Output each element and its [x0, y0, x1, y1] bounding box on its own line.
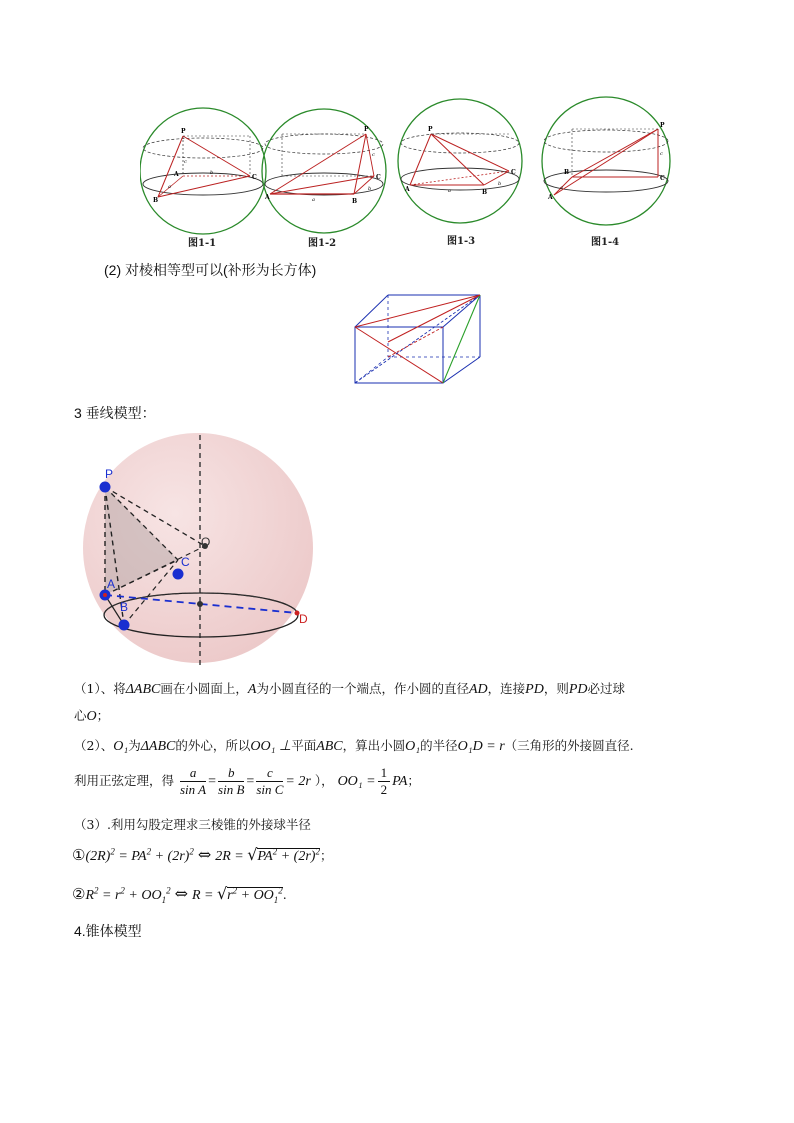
- svg-text:b: b: [498, 181, 502, 187]
- svg-text:A: A: [265, 194, 270, 201]
- fraction-a-sinA: $\frac{a}{\text{sin A}}$: [180, 765, 207, 797]
- fraction-half: $\frac{1}{2}$: [378, 765, 391, 798]
- svg-text:C: C: [660, 175, 665, 182]
- svg-text:b: b: [210, 170, 214, 176]
- svg-text:c: c: [184, 159, 187, 165]
- svg-text:C: C: [511, 169, 516, 176]
- svg-text:A: A: [405, 186, 410, 193]
- paragraph-3: （3）.利用勾股定理求三棱锥的外接球半径: [74, 817, 311, 832]
- svg-text:B: B: [564, 169, 570, 176]
- paragraph-1-line1: （1）、将ΔABC画在小圆面上，A为小圆直径的一个端点，作小圆的直径AD，连接PD，则PD必过球: [74, 681, 626, 697]
- label-C: C: [181, 555, 190, 569]
- svg-text:P: P: [428, 126, 433, 133]
- svg-text:P: P: [364, 126, 369, 133]
- label-O: O: [201, 535, 211, 549]
- svg-text:C: C: [252, 174, 257, 181]
- svg-text:P: P: [181, 128, 186, 135]
- point-P: [100, 482, 111, 493]
- section3-title: 3 垂线模型：: [74, 405, 156, 421]
- svg-text:A: A: [548, 194, 553, 201]
- paragraph-2-line1: （2）、O₁为ΔABC的外心，所以OO₁ ⊥平面ABC，算出小圆O₁的半径O₁D = r（三角形的外接圆直径.: [74, 738, 634, 754]
- svg-text:c: c: [372, 152, 375, 158]
- figure-caption-1-3: 图1-3: [447, 236, 476, 247]
- svg-text:B: B: [482, 189, 488, 196]
- svg-text:C: C: [376, 174, 381, 181]
- figure-caption-1-4: 图1-4: [591, 237, 620, 248]
- svg-text:b: b: [368, 186, 372, 192]
- figure-1-4: [542, 97, 670, 225]
- section4-title: 4.锥体模型: [74, 923, 142, 939]
- figure-1-3: [398, 99, 522, 223]
- point-C: [173, 569, 184, 580]
- svg-text:A: A: [174, 171, 179, 178]
- label-B: B: [120, 600, 129, 614]
- label-A: A: [107, 577, 116, 591]
- figure-caption-1-1: 图1-1: [188, 238, 217, 249]
- svg-text:a: a: [168, 184, 171, 190]
- svg-text:B: B: [352, 198, 358, 205]
- point-O1: [197, 601, 203, 607]
- point-B: [119, 620, 130, 631]
- label-P: P: [105, 467, 114, 481]
- svg-text:c: c: [660, 151, 663, 157]
- svg-text:a: a: [448, 188, 451, 194]
- sphere-figures-row: [140, 96, 680, 246]
- figure-caption-1-2: 图1-2: [308, 238, 337, 249]
- label-D: D: [299, 612, 308, 626]
- cuboid-figure: [350, 292, 490, 387]
- formula-1: $①(2R)^2 = PA^2 + (2r)^2$ ⇔ $2R = √PA^2 + (2r)^2$；: [72, 845, 333, 864]
- figure-1-1: [140, 108, 266, 234]
- svg-text:P: P: [660, 122, 665, 129]
- figure-1-2: [262, 109, 386, 233]
- paragraph-1-line2: 心O；: [74, 708, 110, 724]
- svg-text:a: a: [312, 197, 315, 203]
- section2-title: (2) 对棱相等型可以(补形为长方体): [104, 262, 317, 278]
- formula-2: $②R^2 = r^2 + OO_1^2$ ⇔ $R = √r^2 + OO_1^2$.: [72, 884, 287, 905]
- svg-text:a: a: [560, 185, 563, 191]
- svg-text:B: B: [153, 197, 159, 204]
- perpendicular-model-figure: [80, 430, 320, 670]
- sine-law-line: 利用正弦定理，得 $\frac{a}{\text{sin A}}$ = $\frac{b}{\text{sin B}}$ = $\frac{c}{\text{sin C}}$ = 2r ）， OO₁ = $\frac{1}{2}$ PA；: [74, 765, 420, 797]
